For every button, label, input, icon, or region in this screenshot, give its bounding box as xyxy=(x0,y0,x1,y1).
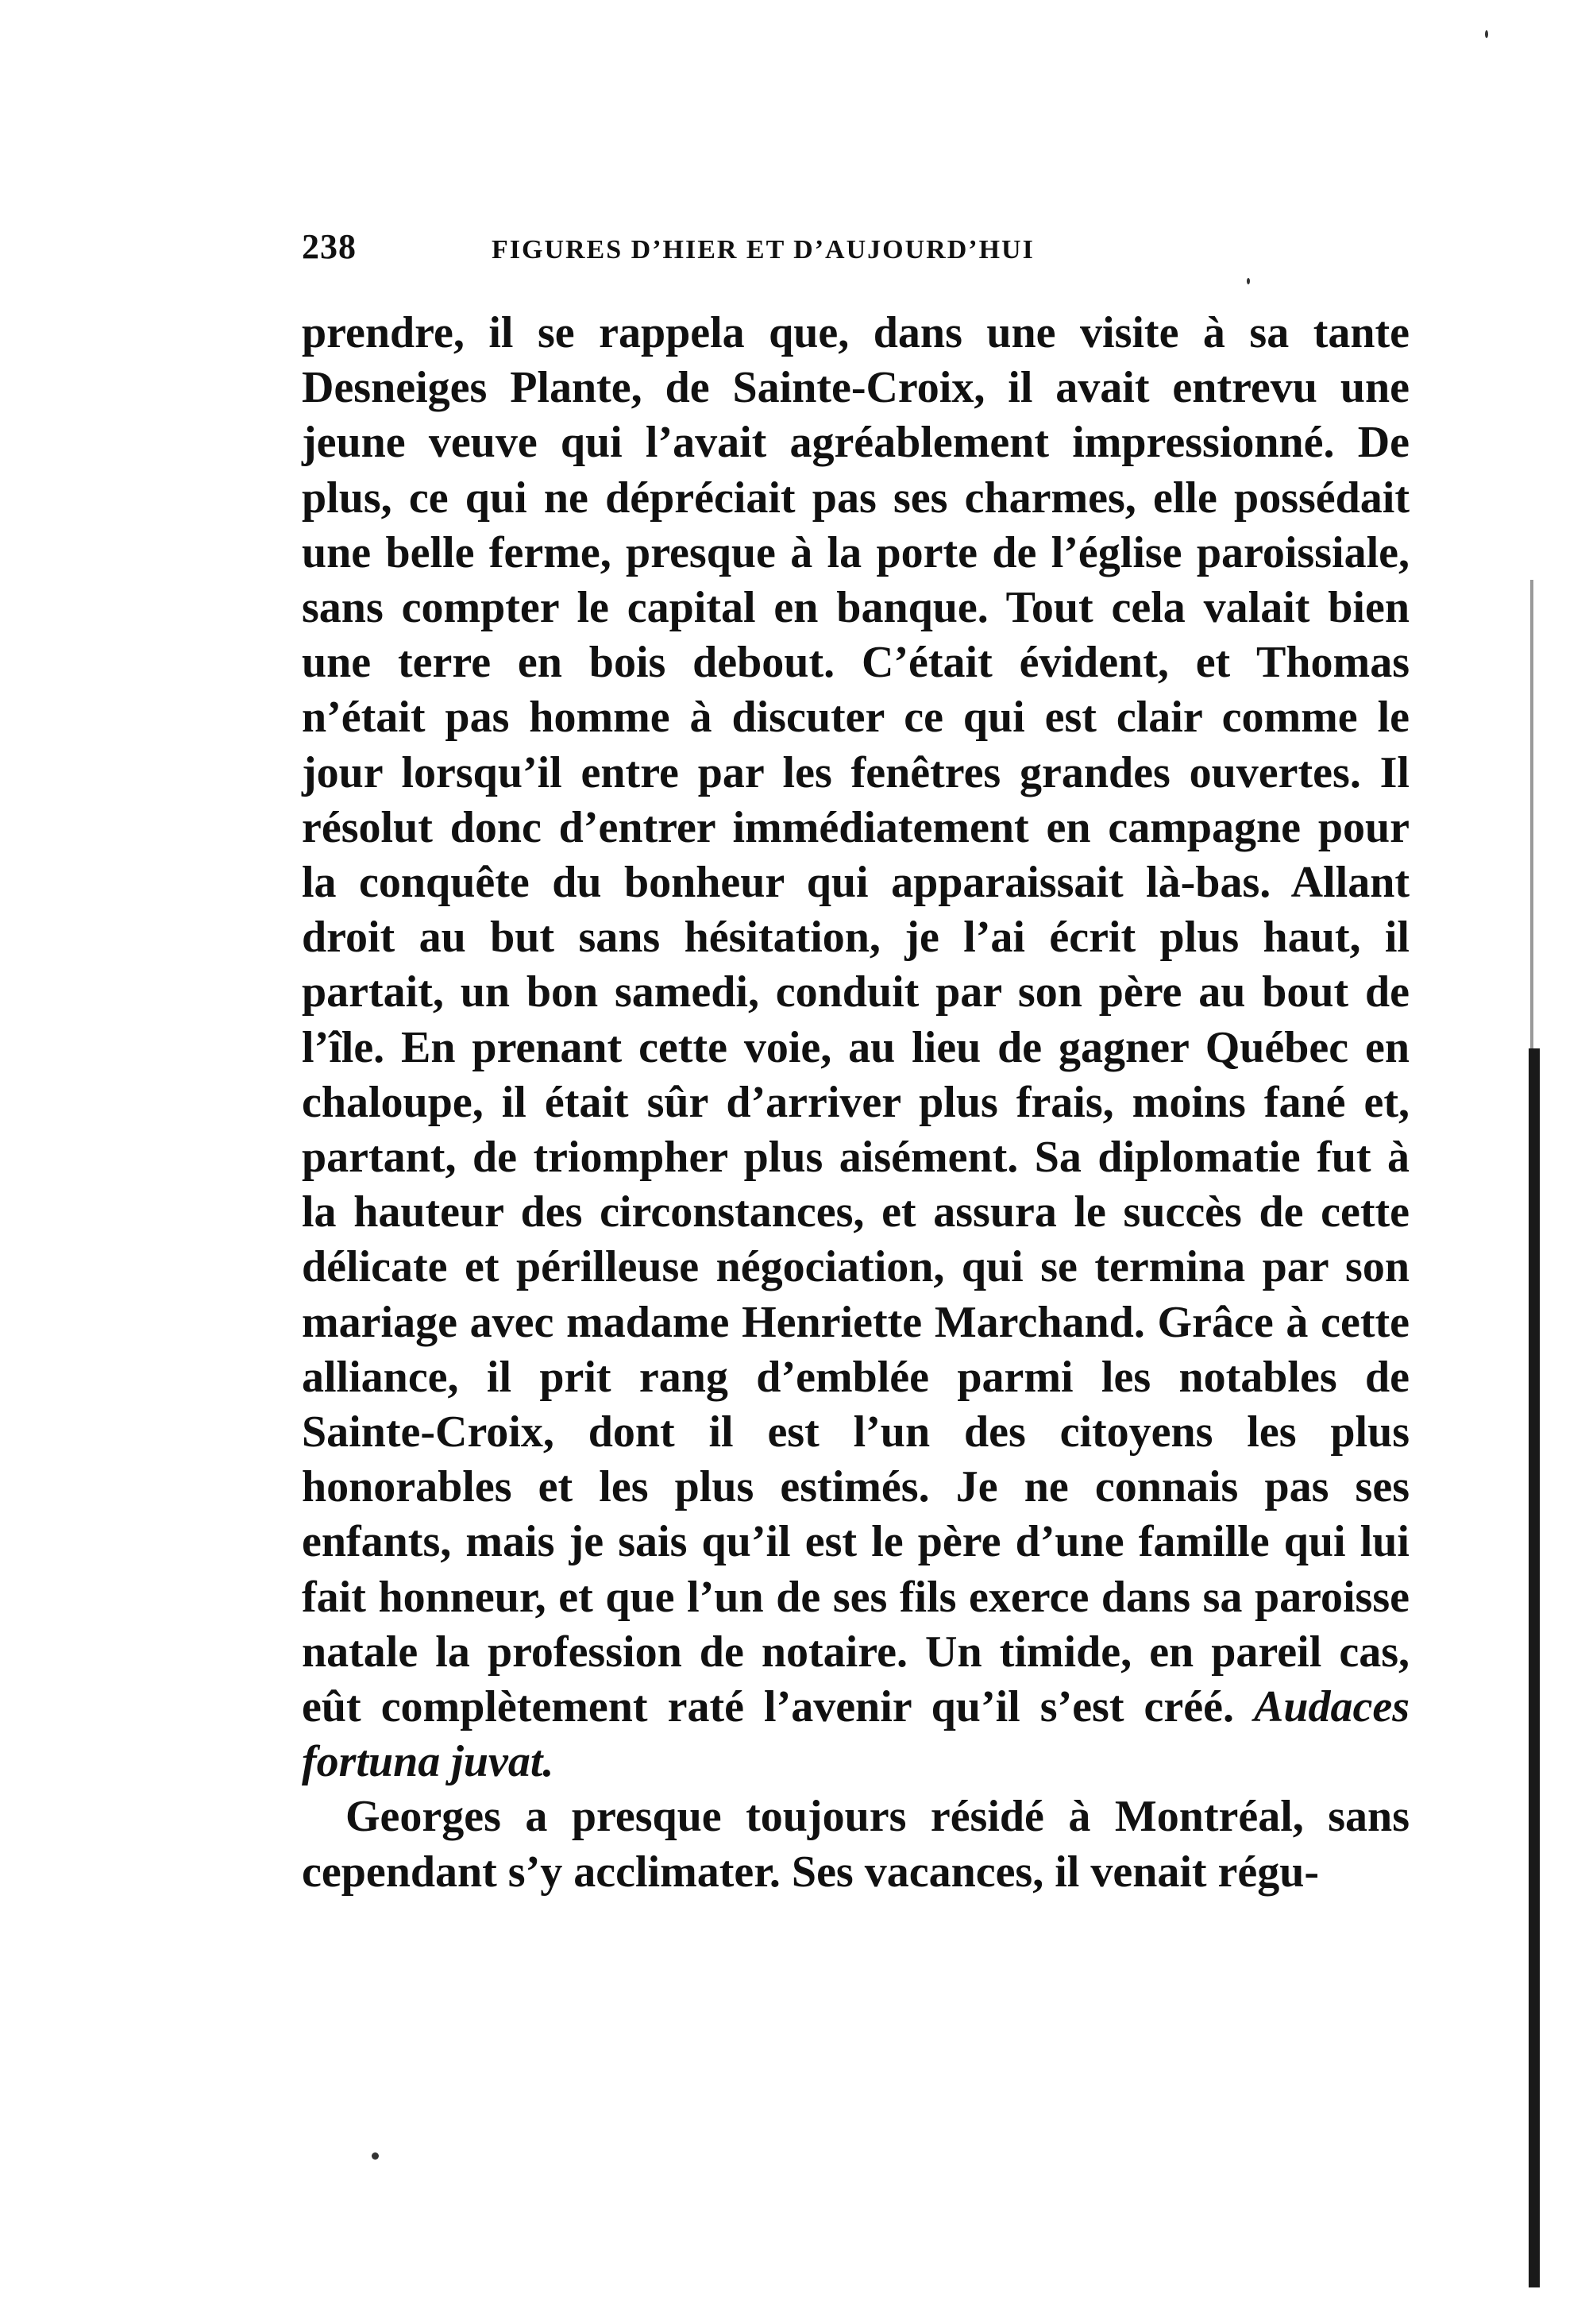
page-number: 238 xyxy=(302,227,357,266)
paragraph-1-text: prendre, il se rappela que, dans une visite à sa tante Desneiges Plante, de Sainte-Croix, il avait entrevu une jeune veuve qui l’avait agréablement impressionné. De plus, ce qui ne dépréciait pas ses charmes, elle possédait une belle ferme, presque à la porte de l’église paroissiale, sans compter le capital en banque. Tout cela valait bien une terre en bois debout. C’était évident, et Thomas n’était pas homme à discuter ce qui est clair comme le jour lorsqu’il entre par les fenêtres grandes ouvertes. Il résolut donc d’entrer immédiatement en campagne pour la conquête du bonheur qui apparaissait là-bas. Allant droit au but sans hésitation, je l’ai écrit plus haut, il partait, un bon samedi, conduit par son père au bout de l’île. En prenant cette voie, au lieu de gagner Québec en chaloupe, il était sûr d’arriver plus frais, moins fané et, partant, de triompher plus aisément. Sa diplomatie fut à la hauteur des circonstances, et assura le succès de cette délicate et périlleuse négociation, qui se termina par son mariage avec madame Henriette Marchand. Grâce à cette alliance, il prit rang d’emblée parmi les notables de Sainte-Croix, dont il est l’un des citoyens les plus honorables et les plus estimés. Je ne connais pas ses enfants, mais je sais qu’il est le père d’une famille qui lui fait honneur, et que l’un de ses fils exerce dans sa paroisse natale la profession de notaire. Un timide, en pareil cas, eût complètement raté l’avenir qu’il s’est créé. xyxy=(302,308,1410,1732)
paragraph-2 xyxy=(302,1789,1410,1899)
running-head xyxy=(302,226,1414,274)
scan-speck xyxy=(1485,30,1488,38)
paragraph-2-text: Georges a presque toujours résidé à Montréal, sans cependant s’y acclimater. Ses vacances, il venait régu- xyxy=(302,1792,1410,1897)
latin-quote: Audaces fortuna juvat. xyxy=(302,1682,1410,1787)
scan-speck xyxy=(1247,278,1250,284)
page-edge-shadow-faint xyxy=(1530,580,1533,1048)
running-title: FIGURES D’HIER ET D’AUJOURD’HUI xyxy=(492,235,1035,264)
body-text xyxy=(302,306,1410,1900)
page-edge-shadow xyxy=(1529,1048,1540,2287)
scan-speck xyxy=(372,2152,379,2160)
paragraph-1 xyxy=(302,306,1410,1789)
